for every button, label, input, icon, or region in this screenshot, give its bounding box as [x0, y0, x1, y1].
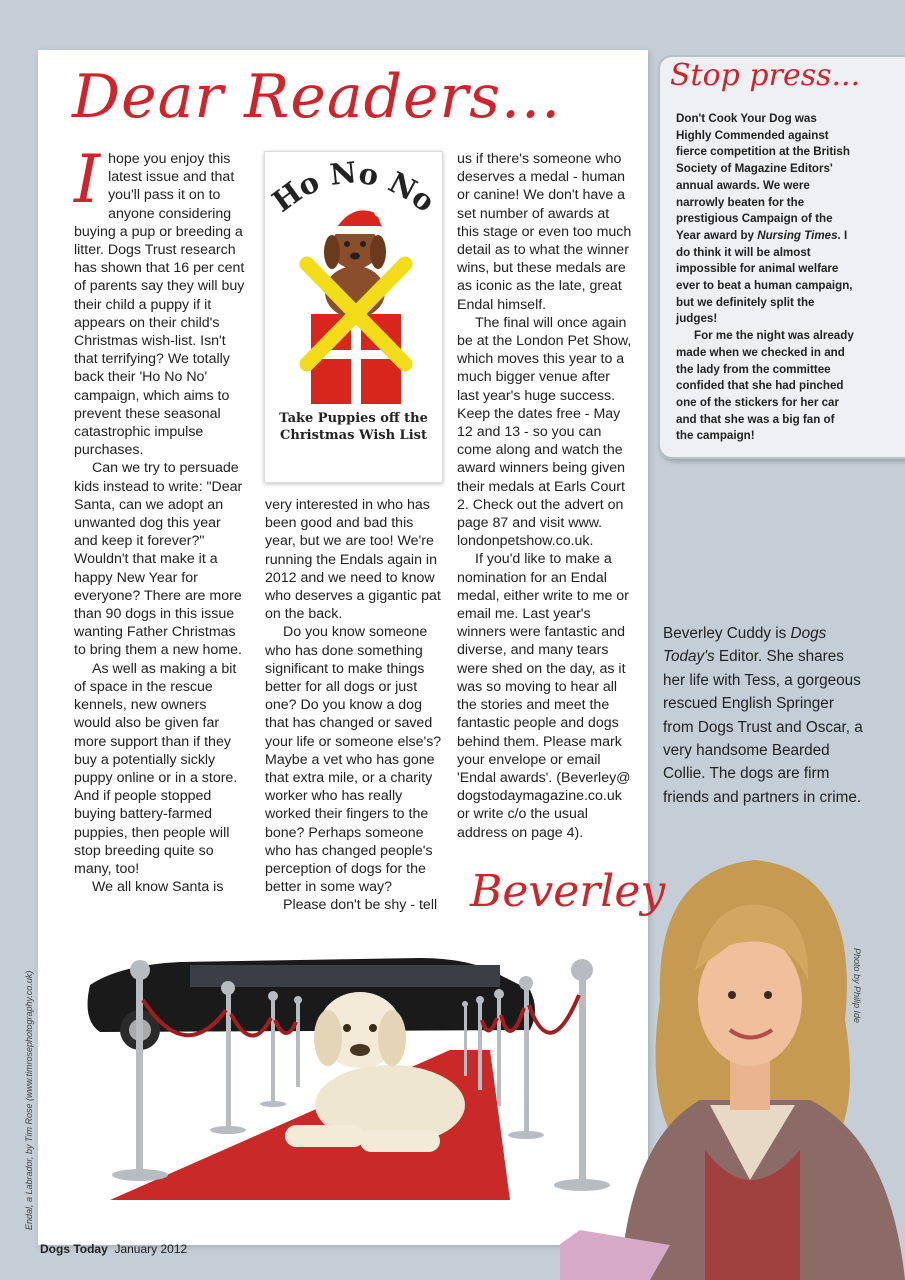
drop-cap: I: [74, 141, 101, 218]
photo-credit-editor: Photo by Philip Ide: [852, 948, 862, 1024]
editor-bio: Beverley Cuddy is Dogs Today's Editor. She shares her life with Tess, a gorgeous rescued English Springer from Dogs Trust and Oscar, a very handsome Bearded Collie. The dogs are firm friends and partners in crime.: [663, 625, 863, 806]
article-column-2: [265, 496, 445, 915]
col3-paragraph-2: The final will once again be at the London Pet Show, which moves this year to a much bigger venue after last year's huge success. Keep the dates free - May 12 and 13 - so you can come along and watch the award winners being given their medals at Earls Court 2. Check out the advert on page 87 and visit www. londonpetshow.co.uk.: [457, 314, 632, 550]
col1-paragraph-2: Can we try to persuade kids instead to write: "Dear Santa, can we adopt an unwanted dog this year and keep it forever?" Wouldn't that make it a happy New Year for everyone? There are more than 90 dogs in this issue wanting Father Christmas to bring them a new home.: [74, 460, 243, 659]
nursing-times-title: Nursing Times: [757, 228, 838, 242]
poster-headline: Ho No No: [265, 155, 442, 219]
col2-paragraph-3: Please don't be shy - tell: [283, 897, 438, 914]
poster-caption: Take Puppies off the Christmas Wish List: [279, 411, 428, 443]
footer-magazine-name: Dogs Today: [40, 1242, 108, 1256]
footer-issue-date: January 2012: [114, 1242, 188, 1256]
col1-paragraph-1: hope you enjoy this latest issue and that you'll pass it on to anyone considering buying a pup or breeding a litter. Dogs Trust research has shown that 16 per cent of parents say they will buy their child a puppy if it appears on their child's Christmas wish-list. Isn't that terrifying? We totally back their 'Ho No No' campaign, which aims to prevent these seasonal catastrophic impulse purchases.: [74, 151, 245, 459]
stop-press-paragraph-2: For me the night was already made when we checked in and the lady from the committee confided that she had pinched one of the stickers for her car and that she was a big fan of the campaign!: [676, 329, 854, 443]
red-carpet-illustration: [60, 930, 620, 1200]
editor-portrait: [560, 850, 905, 1280]
col1-paragraph-3: As well as making a bit of space in the rescue kennels, new owners would also be given far more support than if they buy a potentially sickly puppy online or in a store. And if people stopped buying battery-farmed puppies, then people will stop breeding quite so many, too!: [74, 660, 238, 877]
photo-credit-dog: Endal, a Labrador, by Tim Rose (www.timrosephotography.co.uk): [24, 970, 34, 1230]
stop-press-title: Stop press...: [670, 58, 861, 93]
article-title: Dear Readers...: [72, 62, 562, 132]
col3-paragraph-1: us if there's someone who deserves a medal - human or canine! We don't have a set number of awards at this stage or even too much detail as to what the winner wins, but these medals are as iconic as the late, great Endal himself.: [457, 151, 632, 313]
col3-paragraph-3: If you'd like to make a nomination for an Endal medal, either write to me or email me. Last year's winners were fantastic and diverse, and many tears were shed on the day, as it was so moving to hear all the stories and meet the fantastic people and dogs behind them. Please mark your envelope or email 'Endal awards'. (Beverley@ dogstodaymagazine.co.uk or write c/o the usual address on page 4).: [457, 551, 631, 841]
col1-paragraph-4: We all know Santa is: [92, 879, 224, 896]
ho-no-no-poster: [264, 151, 443, 483]
page-footer: [40, 1242, 187, 1256]
article-column-1: [74, 141, 246, 896]
article-column-3: [457, 150, 635, 842]
stop-press-body: Don't Cook Your Dog was Highly Commended against fierce competition at the British Society of Magazine Editors' annual awards. We were narrowly beaten for the prestigious Campaign of the Year award by Nursing Times. I do think it will be almost impossible for animal welfare ever to beat a human campaign, but we definitely split the judges! For me the night was already made when we checked in and the lady from the committee confided that she had pinched one of the stickers for her car and that she was a big fan of the campaign!: [676, 111, 854, 445]
magazine-name-italic: Dogs Today's: [663, 625, 827, 666]
editor-signature: Beverley: [470, 866, 666, 917]
col2-paragraph-1: very interested in who has been good and bad this year, but we are too! We're running the Endals again in 2012 and we need to know who deserves a gigantic pat on the back.: [265, 497, 441, 623]
col2-paragraph-2: Do you know someone who has done something significant to make things better for all dogs or just one? Do you know a dog that has changed or saved your life or someone else's? Maybe a vet who has gone that extra mile, or a charity worker who has really worked their fingers to the bone? Perhaps someone who has changed people's perception of dogs for the better in some way?: [265, 624, 442, 896]
